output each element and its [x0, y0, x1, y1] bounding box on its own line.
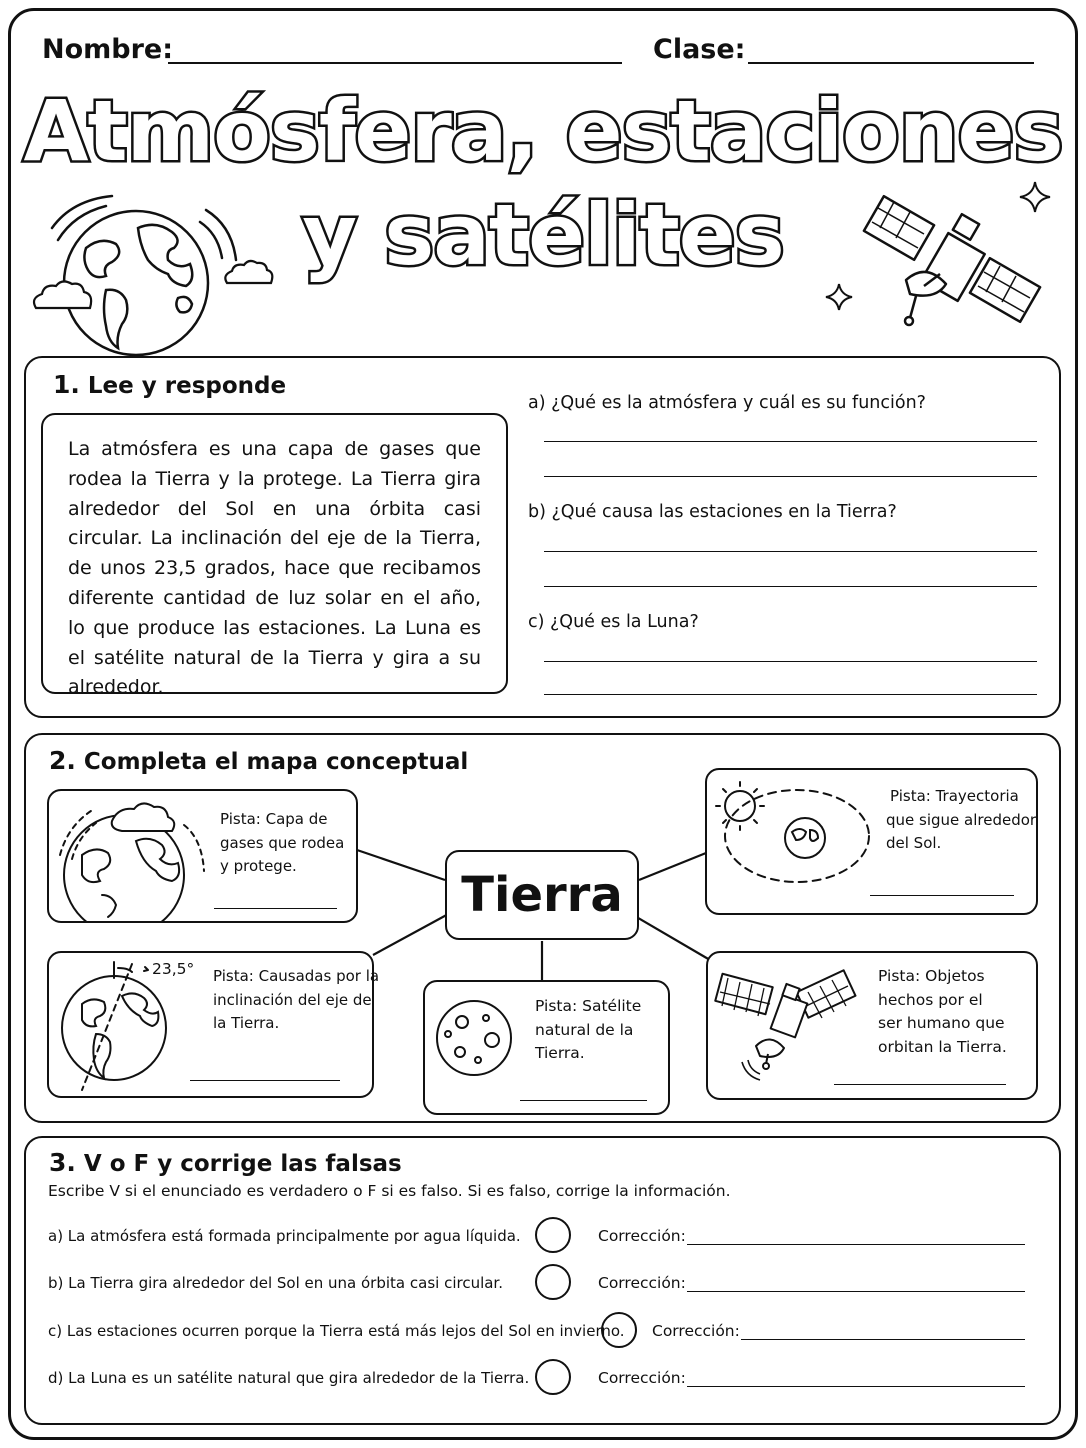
name-label: Nombre:: [42, 34, 174, 65]
statement-a: a) La atmósfera está formada principalmente por agua líquida.: [48, 1227, 521, 1245]
hint-atmosphere-line: gases que rodea: [220, 833, 345, 852]
hint-atmosphere-line: y protege.: [220, 857, 297, 875]
hint-moon-line: Pista: Satélite: [535, 997, 642, 1015]
hint-satellites-line: hechos por el: [878, 990, 983, 1009]
hint-satellites-line: orbitan la Tierra.: [878, 1037, 1007, 1056]
section-2-title-text: Completa el mapa conceptual: [83, 749, 469, 775]
true-false-answer-d[interactable]: [535, 1359, 571, 1395]
correction-label: Corrección:: [652, 1322, 740, 1340]
page-title-line-2: y satélites: [302, 186, 784, 284]
true-false-answer-c[interactable]: [601, 1312, 637, 1348]
hint-satellites-line: Pista: Objetos: [878, 967, 985, 985]
correction-label: Corrección:: [598, 1369, 686, 1387]
statement-d: d) La Luna es un satélite natural que gira alrededor de la Tierra.: [48, 1369, 530, 1387]
concept-center-earth: Tierra: [445, 850, 639, 940]
answer-line-satellites[interactable]: [834, 1084, 1006, 1085]
moon-icon: [432, 996, 516, 1080]
statement-c: c) Las estaciones ocurren porque la Tierra está más lejos del Sol en invierno.: [48, 1322, 625, 1340]
question-c: c) ¿Qué es la Luna?: [528, 612, 699, 632]
true-false-answer-a[interactable]: [535, 1217, 571, 1253]
section-3-instructions: Escribe V si el enunciado es verdadero o F si es falso. Si es falso, corrige la información.: [48, 1182, 731, 1200]
hint-seasons-line: la Tierra.: [213, 1014, 280, 1032]
section-3-title-text: V o F y corrige las falsas: [83, 1151, 402, 1177]
correction-line-c[interactable]: [741, 1339, 1025, 1340]
satellite-icon: [712, 962, 862, 1086]
hint-moon: [535, 995, 641, 1066]
section-2-number: 2.: [49, 746, 76, 775]
section-1-title-text: Lee y responde: [87, 373, 287, 399]
hint-orbit-line: Pista: Trayectoria: [890, 787, 1019, 805]
section-3-title: [49, 1148, 402, 1177]
reading-passage: La atmósfera es una capa de gases que rodea la Tierra y la protege. La Tierra gira alrededor del Sol en una órbita casi circular. La inclinación del eje de la Tierra, de unos 23,5 grados, hace que recibamos diferente cantidad de luz solar en el año, lo que produce las estaciones. La Luna es el satélite natural de la Tierra y gira a su alrededor.: [41, 413, 508, 694]
true-false-answer-b[interactable]: [535, 1264, 571, 1300]
class-label: Clase:: [653, 34, 746, 65]
hint-seasons: [213, 965, 379, 1036]
statement-b: b) La Tierra gira alrededor del Sol en una órbita casi circular.: [48, 1274, 503, 1292]
answer-line-orbit[interactable]: [870, 895, 1014, 896]
angle-label: 23,5°: [152, 960, 195, 978]
correction-line-d[interactable]: [687, 1386, 1025, 1387]
hint-seasons-line: Pista: Causadas por la: [213, 967, 380, 985]
hint-seasons-line: inclinación del eje de: [213, 990, 372, 1009]
hint-moon-line: Tierra.: [535, 1044, 585, 1062]
hint-orbit: [886, 785, 1036, 856]
answer-line-atmosphere[interactable]: [214, 908, 337, 909]
correction-label: Corrección:: [598, 1227, 686, 1245]
sun-icon: [712, 776, 872, 896]
hint-orbit-line: que sigue alrededor: [886, 810, 1037, 829]
answer-line-moon[interactable]: [520, 1100, 647, 1101]
correction-line-a[interactable]: [687, 1244, 1025, 1245]
correction-line-b[interactable]: [687, 1291, 1025, 1292]
hint-moon-line: natural de la: [535, 1020, 634, 1039]
question-a: a) ¿Qué es la atmósfera y cuál es su función?: [528, 393, 926, 413]
hint-atmosphere: [220, 808, 344, 879]
correction-label: Corrección:: [598, 1274, 686, 1292]
question-b: b) ¿Qué causa las estaciones en la Tierra?: [528, 502, 897, 522]
answer-line-seasons[interactable]: [190, 1080, 340, 1081]
earth-icon: [52, 795, 212, 921]
hint-satellites-line: ser humano que: [878, 1014, 1005, 1032]
hint-orbit-line: del Sol.: [886, 834, 942, 852]
section-1-number: 1.: [53, 370, 80, 399]
hint-atmosphere-line: Pista: Capa de: [220, 810, 328, 828]
page-title-line-1: Atmósfera, estaciones: [23, 82, 1063, 180]
section-3-number: 3.: [49, 1148, 76, 1177]
hint-satellites: [878, 965, 1007, 1059]
